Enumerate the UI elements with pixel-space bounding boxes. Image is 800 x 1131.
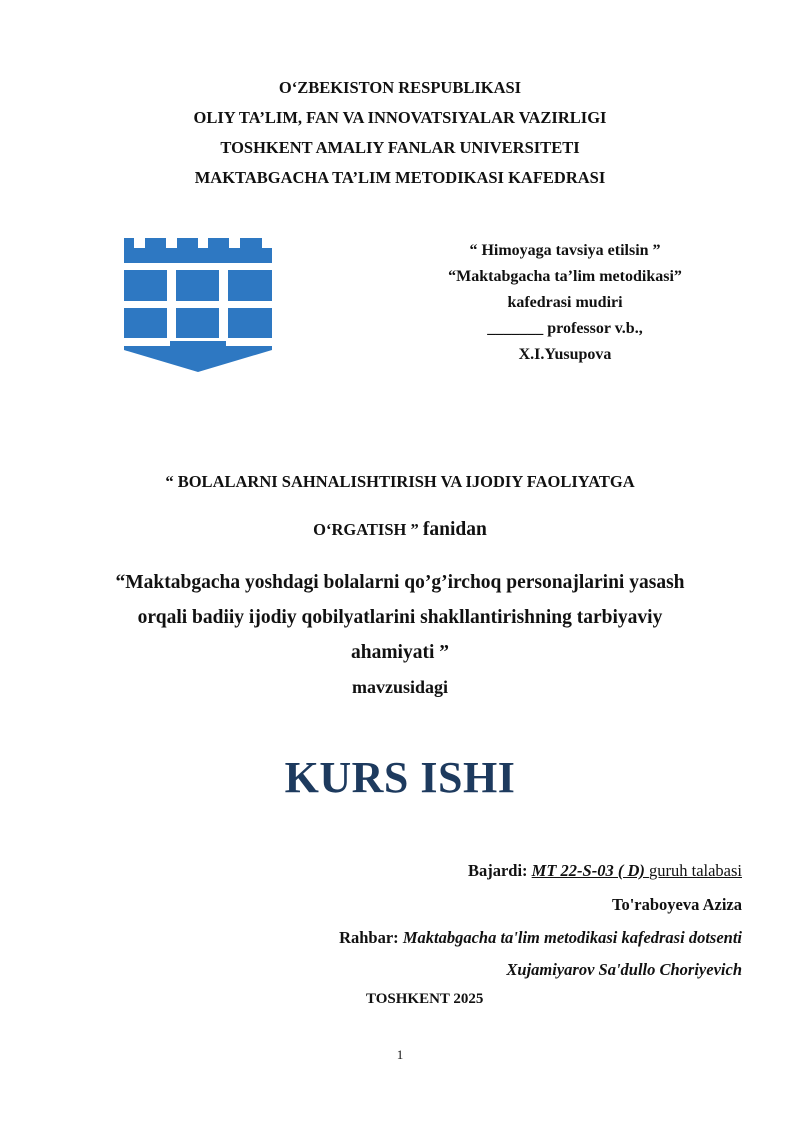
header-country: O‘ZBEKISTON RESPUBLIKASI	[278, 78, 522, 97]
performer-label: Bajardi:	[467, 861, 528, 880]
supervisor-name: Xujamiyarov Sa'dullo Choriyevich	[506, 960, 742, 979]
header-block	[0, 73, 800, 193]
header-ministry: OLIY TA’LIM, FAN VA INNOVATSIYALAR VAZIRLIGI	[193, 108, 607, 127]
header-department: MAKTABGACHA TA’LIM METODIKASI KAFEDRASI	[194, 168, 606, 187]
approval-name: X.I.Yusupova	[518, 346, 612, 363]
topic-line-2: orqali badiiy ijodiy qobilyatlarini shakllantirishning tarbiyaviy	[137, 607, 663, 628]
performer-name: To'raboyeva Aziza	[611, 895, 742, 914]
header-university: TOSHKENT AMALIY FANLAR UNIVERSITETI	[220, 138, 580, 157]
subject-suffix: fanidan	[422, 519, 487, 540]
page-number: 1	[396, 1047, 404, 1062]
subject-line-2	[0, 519, 800, 541]
approval-department: “Maktabgacha ta’lim metodikasi”	[448, 268, 682, 285]
city-year: TOSHKENT 2025	[366, 991, 484, 1007]
document-type-title: KURS ISHI	[284, 753, 516, 802]
topic-block	[0, 565, 800, 705]
subject-line-1: “ BOLALARNI SAHNALISHTIRISH VA IJODIY FAOLIYATGA	[165, 472, 635, 491]
supervisor-position: Maktabgacha ta'lim metodikasi kafedrasi dotsenti	[402, 928, 742, 947]
performer-group-suffix: guruh talabasi	[648, 861, 742, 880]
castle-shield-logo-icon	[124, 238, 272, 372]
supervisor-label: Rahbar:	[339, 928, 403, 947]
approval-recommended: “ Himoyaga tavsiya etilsin ”	[469, 242, 661, 259]
topic-line-4: mavzusidagi	[351, 677, 448, 697]
performer-group: MT 22-S-03 ( D)	[531, 861, 649, 880]
performer-line	[468, 861, 742, 881]
topic-line-3: ahamiyati ”	[350, 642, 450, 663]
supervisor-line	[339, 928, 742, 948]
subject-name-end: O‘RGATISH ”	[313, 520, 423, 539]
approval-signature-line: _______ professor v.b.,	[487, 320, 643, 337]
approval-block	[440, 238, 690, 368]
approval-head: kafedrasi mudiri	[507, 294, 623, 311]
topic-line-1: “Maktabgacha yoshdagi bolalarni qo’g’irchoq personajlarini yasash	[115, 572, 685, 593]
